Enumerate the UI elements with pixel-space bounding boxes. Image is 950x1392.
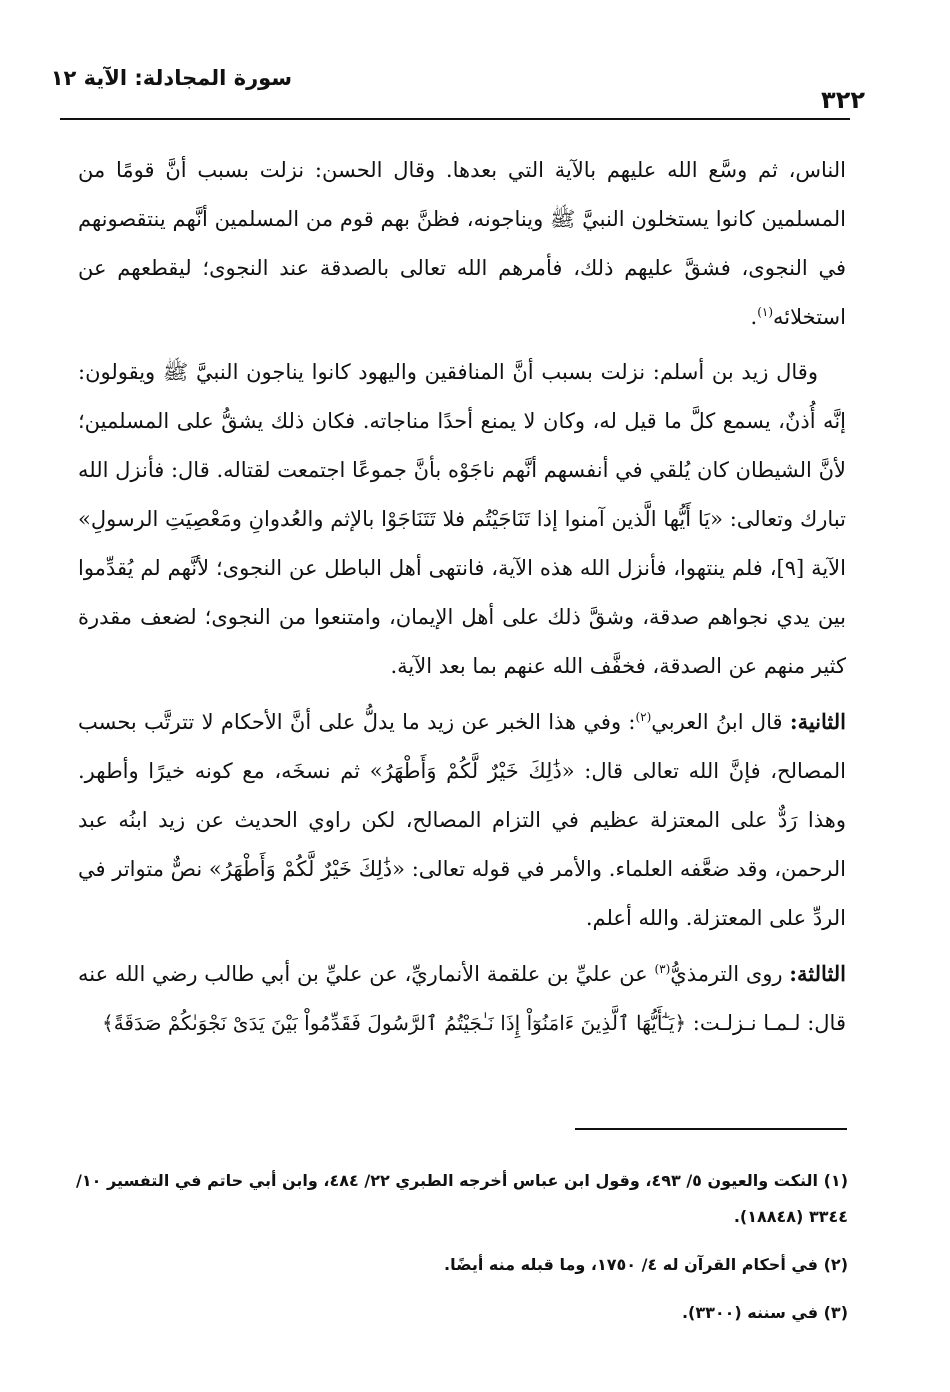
page-number: ٣٢٢ bbox=[821, 86, 865, 114]
paragraph-3-text-a: قال ابنُ العربي bbox=[651, 710, 790, 734]
footnotes bbox=[62, 1163, 848, 1343]
running-title: سورة المجادلة: الآية ١٢ bbox=[50, 66, 292, 90]
paragraph-3-text-b: : وفي هذا الخبر عن زيد ما يدلُّ على أنَّ الأحكام لا تترتَّب بحسب المصالح، فإنَّ الله تعالى قال: «ذَٰلِكَ خَيْرٌ لَّكُمْ وَأَطْهَرُ» ثم نسخَه، مع كونه خيرًا وأطهر. وهذا رَدٌّ على المعتزلة عظيم في التزام المصالح، لكن راوي الحديث عن زيد ابنُه عبد الرحمن، وقد ضعَّفه العلماء. والأمر في قوله تعالى: «ذَٰلِكَ خَيْرٌ لَّكُمْ وَأَطْهَرُ» نصٌّ متواتر في الردِّ على المعتزلة. والله أعلم. bbox=[78, 710, 846, 930]
paragraph-4-text-b: عن عليِّ بن علقمة الأنماريِّ، عن عليِّ بن أبي طالب رضي الله عنه قال: لـمـا نـزلـت: bbox=[78, 962, 846, 1035]
header-rule bbox=[60, 118, 850, 120]
footnote-3: (٣) في سننه (٣٣٠٠). bbox=[681, 1303, 848, 1322]
paragraph-1-text: الناس، ثم وسَّع الله عليهم بالآية التي بعدها. وقال الحسن: نزلت بسبب أنَّ قومًا من المسلمين كانوا يستخلون النبيَّ ﷺ ويناجونه، فظنَّ بهم قوم من المسلمين أنَّهم ينتقصونهم في النجوى، فشقَّ عليهم ذلك، فأمرهم الله تعالى بالصدقة عند النجوى؛ ليقطعهم عن استخلائه bbox=[78, 158, 846, 329]
section-lead-second: الثانية: bbox=[789, 709, 846, 734]
paragraph-3 bbox=[78, 697, 846, 943]
footnote-ref-3[interactable]: (٣) bbox=[654, 962, 671, 976]
section-lead-third: الثالثة: bbox=[789, 961, 847, 986]
footnote-ref-1[interactable]: (١) bbox=[757, 305, 774, 319]
paragraph-1-end: . bbox=[750, 305, 758, 329]
footnote-2: (٢) في أحكام القرآن له ٤/ ١٧٥٠، وما قبله منه أيضًا. bbox=[444, 1255, 848, 1274]
footnote-rule bbox=[575, 1128, 847, 1130]
paragraph-4-text-a: روى الترمذيُّ bbox=[670, 962, 790, 986]
footnote-1: (١) النكت والعيون ٥/ ٤٩٣، وقول ابن عباس أخرجه الطبري ٢٢/ ٤٨٤، وابن أبي حاتم في التفسير ١٠/ ٣٣٤٤ (١٨٨٤٨). bbox=[76, 1171, 848, 1226]
footnote-ref-2[interactable]: (٢) bbox=[635, 710, 652, 724]
paragraph-4 bbox=[78, 949, 846, 1048]
paragraph-1 bbox=[78, 146, 846, 342]
main-text bbox=[78, 146, 846, 1054]
quran-verse: ﴿يَـٰٓأَيُّهَا ٱلَّذِينَ ءَامَنُوٓاْ إِذَا نَـٰجَيْتُمُ ٱلرَّسُولَ فَقَدِّمُواْ بَيْنَ يَدَىْ نَجْوَىٰكُمْ صَدَقَةً﴾ bbox=[101, 1011, 687, 1035]
paragraph-2: وقال زيد بن أسلم: نزلت بسبب أنَّ المنافقين واليهود كانوا يناجون النبيَّ ﷺ ويقولون: إنَّه أُذنٌ، يسمع كلَّ ما قيل له، وكان لا يمنع أحدًا مناجاته. فكان ذلك يشقُّ على المسلمين؛ لأنَّ الشيطان كان يُلقي في أنفسهم أنَّهم ناجَوْه بأنَّ جموعًا اجتمعت لقتاله. قال: فأنزل الله تبارك وتعالى: «يَا أَيُّها الَّذين آمنوا إذا تَنَاجَيْتُم فلا تَتَنَاجَوْا بالإثم والعُدوانِ ومَعْصِيَتِ الرسولِ» الآية [٩]، فلم ينتهوا، فأنزل الله هذه الآية، فانتهى أهل الباطل عن النجوى؛ لأنَّهم لم يُقدِّموا بين يدي نجواهم صدقة، وشقَّ ذلك على أهل الإيمان، وامتنعوا من النجوى؛ لضعف مقدرة كثير منهم عن الصدقة، فخفَّف الله عنهم بما بعد الآية. bbox=[78, 360, 846, 678]
